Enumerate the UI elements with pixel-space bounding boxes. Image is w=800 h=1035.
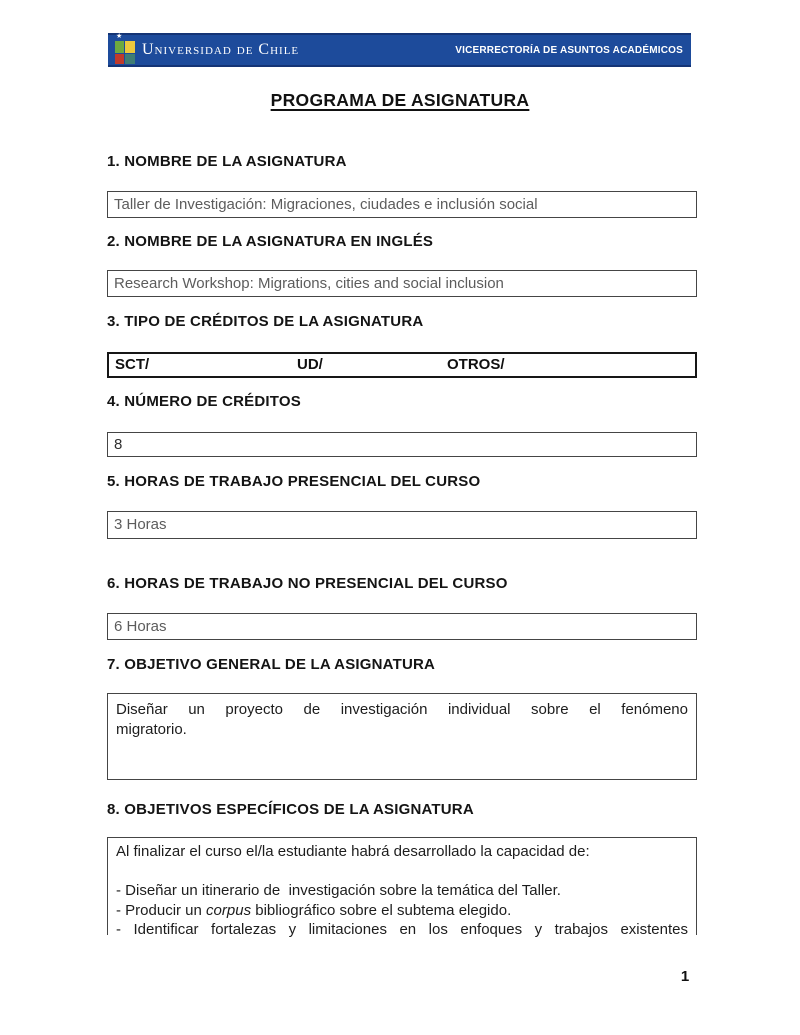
item-text: - Producir un: [116, 901, 207, 919]
section-heading-nombre: 1. NOMBRE DE LA ASIGNATURA: [107, 153, 347, 170]
logo-shield-icon: [115, 41, 135, 64]
objective-item: [116, 901, 688, 921]
section-heading-objetivos-especificos: 8. OBJETIVOS ESPECÍFICOS DE LA ASIGNATURA: [107, 801, 474, 818]
header-bar: [108, 33, 691, 67]
vicerrectoria-label: VICERRECTORÍA DE ASUNTOS ACADÉMICOS: [455, 44, 683, 56]
document-title: PROGRAMA DE ASIGNATURA: [270, 90, 530, 110]
objective-item: - Identificar fortalezas y limitaciones en los enfoques y trabajos existentes: [116, 921, 688, 938]
objective-line: migratorio.: [116, 721, 187, 738]
universidad-de-chile-logo-icon: [113, 35, 137, 65]
sct-label: SCT/: [115, 356, 150, 373]
field-objetivo-general: [107, 693, 697, 780]
section-heading-nombre-ingles: 2. NOMBRE DE LA ASIGNATURA EN INGLÉS: [107, 233, 434, 250]
field-value: 3 Horas: [114, 516, 167, 533]
field-nombre-ingles: [107, 270, 697, 297]
field-objetivos-especificos: [107, 837, 697, 938]
university-name: Universidad de Chile: [142, 41, 300, 58]
field-horas-presencial: [107, 511, 697, 539]
item-text: bibliográfico sobre el subtema elegido.: [251, 901, 512, 919]
item-text-italic: corpus: [206, 901, 252, 919]
section-heading-objetivo-general: 7. OBJETIVO GENERAL DE LA ASIGNATURA: [107, 656, 436, 673]
section-heading-tipo-creditos: 3. TIPO DE CRÉDITOS DE LA ASIGNATURA: [107, 313, 424, 330]
page-number: 1: [680, 968, 690, 985]
section-heading-horas-no-presencial: 6. HORAS DE TRABAJO NO PRESENCIAL DEL CURSO: [107, 575, 508, 592]
field-horas-no-presencial: [107, 613, 697, 640]
field-value: 6 Horas: [114, 618, 167, 635]
section-heading-horas-presencial: 5. HORAS DE TRABAJO PRESENCIAL DEL CURSO: [107, 473, 481, 490]
field-value: 8: [114, 436, 123, 453]
objective-item: - Diseñar un itinerario de investigación sobre la temática del Taller.: [116, 882, 561, 899]
objectives-intro: Al finalizar el curso el/la estudiante habrá desarrollado la capacidad de:: [116, 843, 590, 860]
ud-label: UD/: [297, 356, 323, 373]
objective-line: Diseñar un proyecto de investigación individual sobre el fenómeno: [116, 701, 688, 718]
otros-label: OTROS/: [447, 356, 505, 373]
blank-line: [116, 862, 688, 882]
star-icon: ★: [116, 33, 123, 40]
field-nombre-asignatura: [107, 191, 697, 218]
section-heading-numero-creditos: 4. NÚMERO DE CRÉDITOS: [107, 393, 301, 410]
field-numero-creditos: [107, 432, 697, 457]
field-value: Taller de Investigación: Migraciones, ciudades e inclusión social: [114, 196, 538, 213]
field-value: Research Workshop: Migrations, cities and social inclusion: [114, 275, 504, 292]
field-tipo-creditos: [107, 352, 697, 378]
